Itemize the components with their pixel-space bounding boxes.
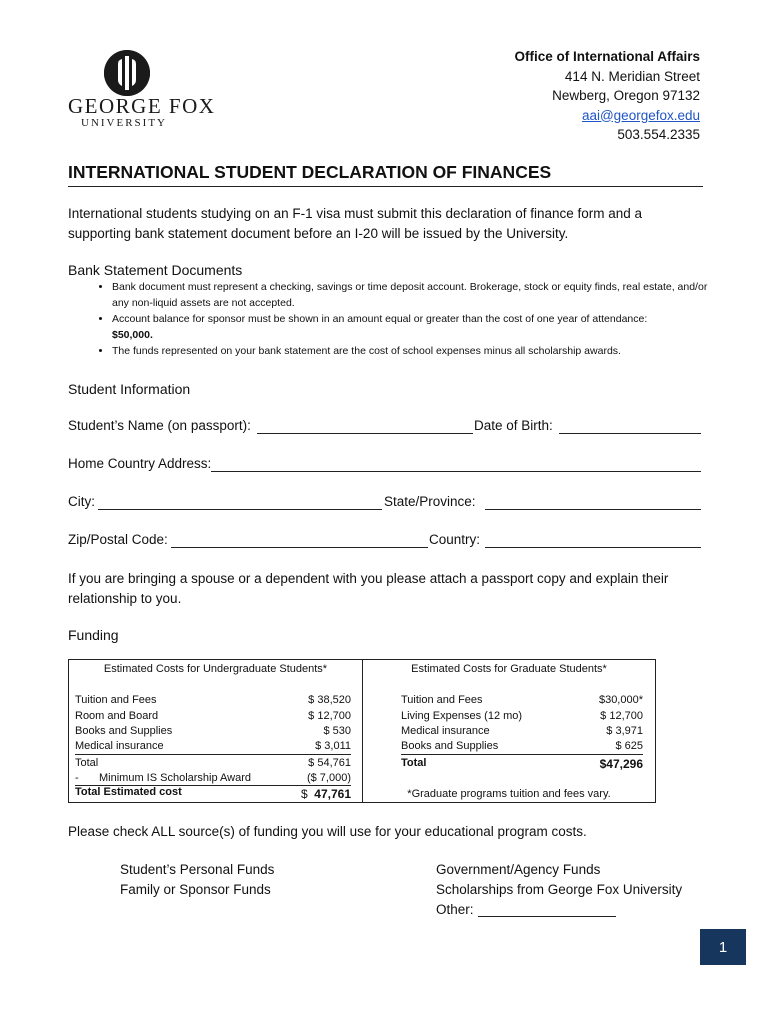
source-other-label: Other: (436, 902, 474, 917)
office-city: Newberg, Oregon 97132 (552, 88, 700, 103)
country-label: Country: (429, 532, 481, 547)
undergrad-row-value: $ 12,700 (308, 710, 351, 722)
estimated-total-label: Total Estimated cost (75, 786, 182, 798)
bank-bullet: • Account balance for sponsor must be shown in an amount equal or greater than the cost of one year of attendance: $50,000. (112, 311, 712, 343)
student-name-label: Student’s Name (on passport): (68, 418, 251, 433)
sources-prompt: Please check ALL source(s) of funding you will use for your educational program costs. (68, 824, 587, 839)
office-address (514, 47, 700, 145)
source-government-funds[interactable]: Government/Agency Funds (436, 862, 601, 877)
page-number-badge (700, 929, 746, 965)
table-column-divider (362, 660, 363, 802)
bank-bullet: • Bank document must represent a checking, savings or time deposit account. Brokerage, stock or equity finds, real estate, and/or any non-liquid assets are not accepted. (112, 279, 712, 311)
office-email-link[interactable]: aai@georgefox.edu (581, 107, 700, 123)
office-phone: 503.554.2335 (617, 127, 700, 142)
grad-row-value: $ 3,971 (606, 725, 643, 737)
grad-row-label: Living Expenses (12 mo) (401, 710, 523, 722)
state-label: State/Province: (384, 494, 476, 509)
office-name: Office of International Affairs (514, 49, 700, 64)
bank-bullet-list (78, 279, 712, 359)
grad-row-value: $30,000* (598, 694, 643, 706)
grad-row-label: Medical insurance (401, 725, 490, 737)
grad-title: Estimated Costs for Graduate Students* (411, 663, 607, 675)
scholarship-dash: - (75, 772, 79, 784)
estimated-total-value: 47,761 (314, 787, 351, 801)
source-scholarships[interactable]: Scholarships from George Fox University (436, 882, 683, 897)
page-title: INTERNATIONAL STUDENT DECLARATION OF FINANCES (68, 162, 552, 182)
source-personal-funds[interactable]: Student’s Personal Funds (120, 862, 275, 877)
city-label: City: (68, 494, 95, 509)
student-name-field[interactable] (257, 433, 473, 434)
country-field[interactable] (485, 547, 701, 548)
undergrad-row-label: Books and Supplies (75, 725, 173, 737)
undergrad-total-value: $ 54,761 (308, 757, 351, 769)
undergrad-row-label: Tuition and Fees (75, 694, 157, 706)
student-heading: Student Information (68, 381, 191, 397)
zip-label: Zip/Postal Code: (68, 532, 168, 547)
intro-paragraph: International students studying on an F-1 visa must submit this declaration of finance form and a supporting bank statement document before an I-20 will be issued by the University. (68, 206, 643, 241)
dob-label: Date of Birth: (474, 418, 553, 433)
address-field[interactable] (211, 471, 701, 472)
estimated-total-currency: $ (301, 787, 308, 801)
spouse-note: If you are bringing a spouse or a dependent with you please attach a passport copy and explain their relationship to you. (68, 571, 669, 606)
office-street: 414 N. Meridian Street (564, 68, 700, 84)
source-family-funds[interactable]: Family or Sponsor Funds (120, 882, 271, 897)
page-number: 1 (718, 938, 728, 956)
scholarship-label: Minimum IS Scholarship Award (99, 772, 252, 784)
state-field[interactable] (485, 509, 701, 510)
title-divider (68, 186, 703, 187)
grad-total-value: $47,296 (599, 757, 643, 771)
bank-heading: Bank Statement Documents (68, 262, 243, 278)
undergrad-subtotal-rule (75, 754, 351, 755)
undergrad-row-value: $ 3,011 (315, 740, 351, 752)
undergrad-row-value: $ 530 (323, 725, 351, 737)
logo-wordmark: GEORGE FOX (68, 94, 216, 118)
logo-subtitle: UNIVERSITY (81, 117, 167, 129)
undergrad-row-value: $ 38,520 (308, 694, 351, 706)
undergrad-row-label: Room and Board (75, 710, 159, 722)
grad-total-label: Total (401, 757, 427, 769)
grad-note: *Graduate programs tuition and fees vary. (407, 788, 611, 800)
undergrad-row-label: Medical insurance (75, 740, 164, 752)
grad-row-label: Tuition and Fees (401, 694, 483, 706)
grad-total-rule (401, 754, 643, 755)
address-label: Home Country Address: (68, 456, 212, 471)
bank-bullet: • The funds represented on your bank statement are the cost of school expenses minus all scholarship awards. (112, 343, 712, 359)
undergrad-title: Estimated Costs for Undergraduate Students* (103, 663, 328, 675)
undergrad-total-label: Total (75, 757, 99, 769)
funding-table (68, 659, 656, 803)
university-logo-icon (104, 50, 150, 96)
funding-heading: Funding (68, 627, 119, 643)
zip-field[interactable] (171, 547, 428, 548)
grad-row-label: Books and Supplies (401, 740, 499, 752)
dob-field[interactable] (559, 433, 701, 434)
scholarship-value: ($ 7,000) (306, 772, 351, 784)
city-field[interactable] (98, 509, 382, 510)
source-other-field[interactable] (478, 916, 616, 917)
grad-row-value: $ 625 (615, 740, 643, 752)
bank-amount: $50,000. (112, 329, 153, 341)
grad-row-value: $ 12,700 (600, 710, 643, 722)
